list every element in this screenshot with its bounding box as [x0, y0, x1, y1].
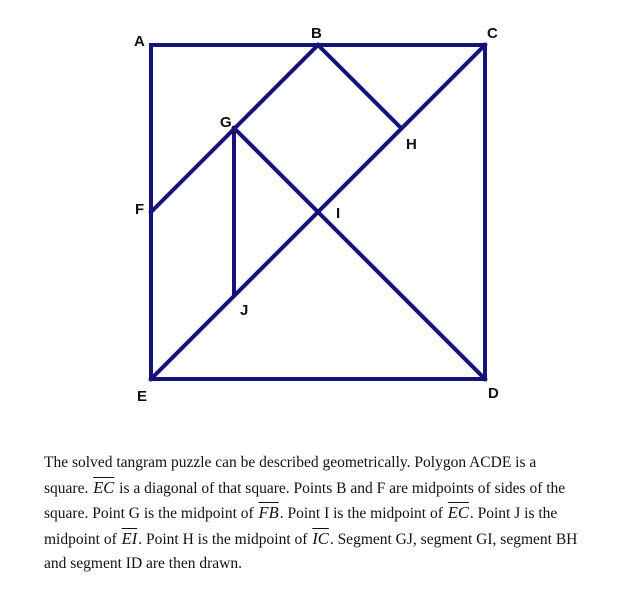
- label-c: C: [487, 25, 498, 42]
- label-f: F: [135, 201, 145, 218]
- caption-text-4: . Point J is the midpoint of: [44, 505, 558, 548]
- label-a: A: [134, 33, 145, 50]
- caption-text-5: . Point H is the midpoint of: [138, 530, 312, 548]
- label-g: G: [220, 114, 232, 131]
- label-i: I: [336, 205, 341, 222]
- segment-bh: [318, 45, 401, 128]
- segment-ei-notation: $\overline{EI}$: [121, 528, 138, 548]
- label-d: D: [488, 385, 499, 402]
- caption-text-3: . Point I is the midpoint of: [279, 505, 447, 522]
- caption-text-1: The solved tangram puzzle can be described geometrically. Polygon ACDE is a square.: [44, 454, 537, 497]
- segment-gi: [234, 128, 318, 212]
- caption-text-2: is a diagonal of that square. Points B and F are midpoints of sides of the square. Point G is the midpoint of: [44, 479, 566, 522]
- caption-text-6: . Segment GJ, segment GI, segment BH and segment ID are then drawn.: [44, 530, 578, 572]
- segment-ic-notation: $\overline{IC}$: [312, 528, 329, 548]
- segment-ec-notation-2: $\overline{EC}$: [447, 503, 469, 522]
- label-e: E: [137, 388, 148, 405]
- label-j: J: [240, 302, 249, 319]
- segment-id: [318, 212, 485, 379]
- label-h: H: [406, 136, 417, 153]
- label-b: B: [311, 25, 322, 42]
- segment-ec-notation: $\overline{EC}$: [93, 477, 115, 497]
- segment-fb-notation: $\overline{FB}$: [258, 503, 279, 522]
- caption-paragraph: [44, 451, 584, 577]
